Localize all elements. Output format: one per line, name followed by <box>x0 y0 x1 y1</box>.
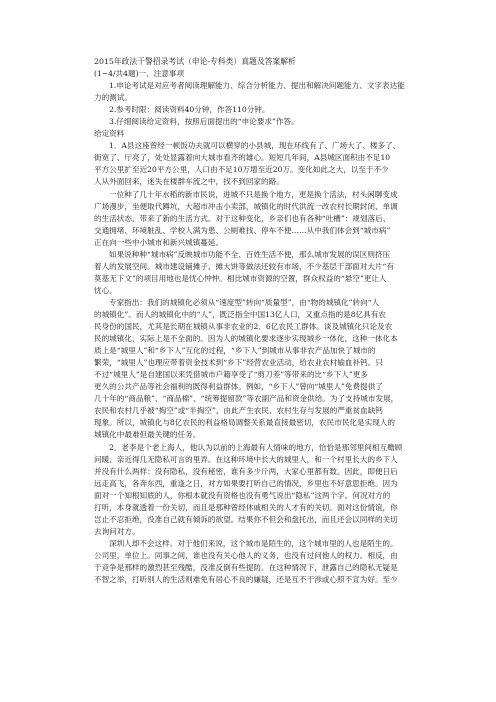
body-line: 广场漫步，坐便取代蹲坑，大超市冲击小卖部，城镇化的时代洪流一改农村长期封闭、单调 <box>94 201 398 211</box>
document-title: 2015年政法干警招录考试（申论-专科类）真题及答案解析 <box>94 57 296 66</box>
body-line: 正在向一些中小城市和新兴城镇蔓延。 <box>94 237 224 247</box>
note-line: 力的测试。 <box>94 93 132 103</box>
body-line: 去询问对方。 <box>94 526 140 536</box>
body-line: 繁荣，“城里人”也理应带着资金技术到“乡下”经营农业活动，给农业农村输血补钙。只 <box>94 358 383 368</box>
body-line: 并没有什么两样：没有隐私，没有秘密，谁有多少斤两，大家心里都有数。因此，即便日后 <box>94 466 398 476</box>
note-line: 1.申论考试是对应考者阅读理解能力、综合分析能力、提出和解决问题能力、文字表达能 <box>109 81 405 91</box>
body-line: 面对一个知根知底的人，你根本就没有资格也没有勇气说出“隐私”这两个字。何况对方的 <box>94 490 391 500</box>
document-page <box>94 56 414 586</box>
body-line: 民身份的国民，尤其是长期在城镇从事非农业的2．6亿农民工群体。谈及城镇化只论及农 <box>94 322 393 332</box>
body-line: 一位种了几十年水稻的新市民说，进城不只是换个地方，更是换个活法，村头闲聊变成 <box>109 189 398 199</box>
body-line: 农民和农村几乎被“掏空”或“半掏空”，由此产生农民、农村生存与发展的严重贫血缺钙 <box>94 406 383 416</box>
body-line: 平方公里扩至近20平方公里，人口由不足10万增至近20万。变化如此之大，以至于不少 <box>94 165 389 175</box>
body-line: 打听，本身就透着一份关切，而且是那种曾经休戚相关的人才有的关切。面对这份情谊，你 <box>94 502 398 512</box>
body-line: 不智之举，打听别人的生活则难免有居心不良的嫌疑，还是互不干涉或心照不宣为好。至少 <box>94 575 398 585</box>
body-line: 不过“城里人”是自建国以来凭借城市户籍享受了“剪刀差”等带来的比“乡下人”更多 <box>94 370 368 380</box>
body-line: 岂止不忍拒绝，没准自己就有倾诉的欲望。结果你不但会和盘托出，而且还会以同样的关切 <box>94 514 398 524</box>
body-line: 的城镇化”。而人的城镇化中的“人”，既泛指全中国13亿人口，又重点指的是8亿具有农 <box>94 309 386 319</box>
note-line: 2.参考时限：阅读资料40分钟，作答110分钟。 <box>109 105 270 115</box>
body-line: 民的城镇化，实际上是不全面的。因为人的城镇化要求逐步实现城乡一体化，这种一体化本 <box>94 334 398 344</box>
body-line: 几十年的“商品粮”、“商品棉”、“统筹提留款”等农副产品和资金供给。为了支持城市发展， <box>94 394 399 404</box>
note-line: 3.仔细阅读给定资料，按照后面提出的“申论要求”作答。 <box>109 117 299 127</box>
body-line: 莫基无下文”的项目用地也是忧心忡忡。相比城市资源的空置，群众权益的“悬空”更让人 <box>94 273 387 283</box>
body-line: 忧心。 <box>94 285 117 295</box>
section-heading: 给定资料 <box>94 129 125 139</box>
body-line: 交通拥堵、环境脏乱、学校人满为患、公厕难找、停车不便……从中我们体会到“城市病” <box>94 225 391 235</box>
body-line: 着人的发展空间。城市建设铺摊子、摊大饼等做法还较有市场，不少基层干部面对大片“有 <box>94 261 395 271</box>
body-line: 专家指出：我们的城镇化必须从“速度型”转向“质量型”，由“物的城镇化”转向“人 <box>109 297 380 307</box>
body-line: 的生活状态，带来了新的生活方式。对于这种变化，乡亲们也有各种“吐槽”：规划落后、 <box>94 213 391 223</box>
body-line: 问暖、亲近得几无隐私可言的里弄。在这种环境中长大的城里人，和一个村里长大的乡下人 <box>94 454 398 464</box>
body-line: 2．老李是个老上海人，他认为以前的上海最有人情味的地方，恰恰是那邻里间相互赡顾 <box>109 442 403 452</box>
body-line: 1．A县这座曾经一顿饭功夫就可以横穿的小县城，现在环线有了、广场大了、楼多了、 <box>109 141 401 151</box>
body-line: 如果说种种“城市病”反映城市功能不全、百姓生活不便，那么城市发展的误区则挤压 <box>109 249 391 259</box>
body-line: 更久的公共产品等社会福利的既得利益群体。例如，“乡下人”曾向“城里人”免费提供了 <box>94 382 383 392</box>
document-subtitle: (1~4/共4题)一、注意事项 <box>94 69 185 79</box>
body-line: 深圳人却不会这样。对于他们来说，这个城市是陌生的，这个城市里的人也是陌生的。 <box>109 538 398 548</box>
body-line: 公司里，单位上。同事之间，谁也没有关心他人的义务，也没有过问他人的权力。相反，由 <box>94 550 398 560</box>
body-line: 街宽了、厅亮了，处处显露着向大城市看齐的雄心。短短几年间，A县城区面积由不足10 <box>94 153 391 163</box>
body-line: 于竞争是那样的激烈甚至残酷，没准反倒有些提防。在这种情况下，泄露自己的隐私无疑是 <box>94 562 398 572</box>
body-line: 城镇化中最难但最关键的任务。 <box>94 430 201 440</box>
body-line: 现象。所以，城镇化与8亿农民的利益格局调整关系最直接最密切，农民市民化是实现人的 <box>94 418 395 428</box>
body-line: 质上是“城里人”和“乡下人”互化的过程，“乡下人”到城市从事非农产品加快了城市的 <box>94 346 376 356</box>
body-line: 远走高飞，各奔东西，重逢之日，对方如果要打听自己的情况，乡里也不好意思拒绝。因为 <box>94 478 398 488</box>
body-line: 人从外面回来，迷失在楼群车流之中，找不到回家的路。 <box>94 177 284 187</box>
